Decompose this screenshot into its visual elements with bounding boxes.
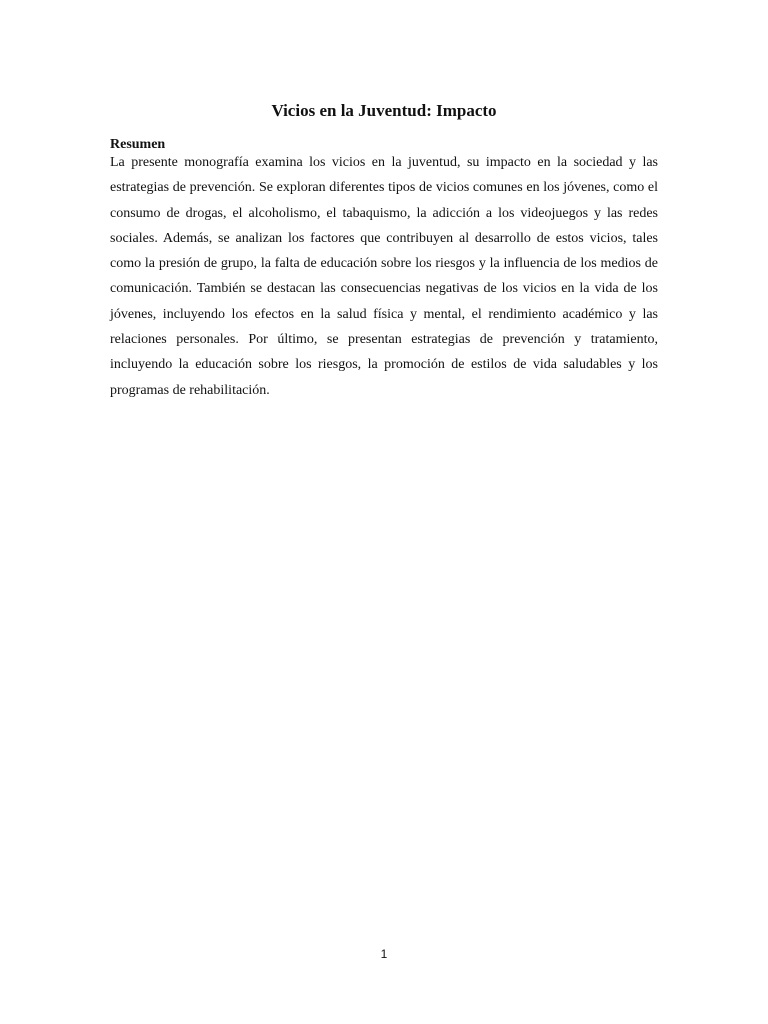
document-title: Vicios en la Juventud: Impacto bbox=[271, 101, 497, 120]
abstract-heading: Resumen bbox=[110, 137, 166, 152]
page-number: 1 bbox=[380, 947, 388, 961]
abstract-body: La presente monografía examina los vicios en la juventud, su impacto en la sociedad y las estrategias de prevención. Se exploran diferentes tipos de vicios comunes en los jóvenes, como el consumo de drogas, el alcoholismo, el tabaquismo, la adicción a los videojuegos y las redes sociales. Además, se analizan los factores que contribuyen al desarrollo de estos vicios, tales como la presión de grupo, la falta de educación sobre los riesgos y la influencia de los medios de comunicación. También se destacan las consecuencias negativas de los vicios en la vida de los jóvenes, incluyendo los efectos en la salud física y mental, el rendimiento académico y las relaciones personales. Por último, se presentan estrategias de prevención y tratamiento, incluyendo la educación sobre los riesgos, la promoción de estilos de vida saludables y los programas de rehabilitación. bbox=[110, 155, 658, 398]
